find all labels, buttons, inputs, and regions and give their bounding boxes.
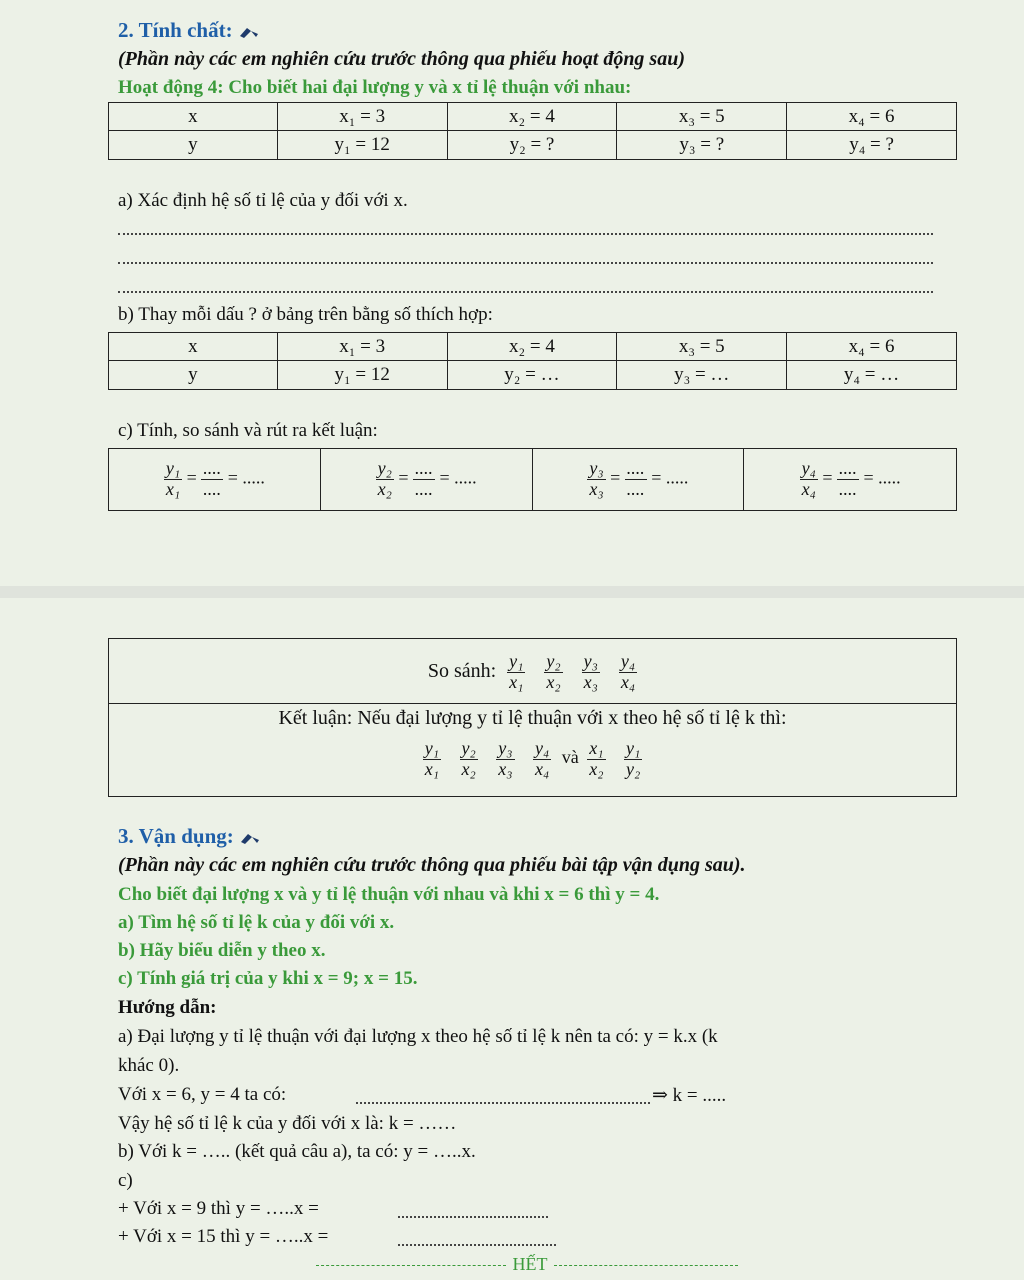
cell-y-label: y <box>109 131 278 160</box>
pencil-icon <box>239 831 261 845</box>
guide-a-line3-post: ⇒ k = ..... <box>652 1085 727 1106</box>
ratio-fraction: $\frac{\text{y₁}}{\text{x₁}}$ <box>165 458 181 499</box>
ratio-result: = ..... <box>439 467 477 488</box>
blank-fraction: $\frac{....}{....}$ <box>415 458 433 499</box>
conclusion-fraction: $\frac{\text{y₁}}{\text{y₂}}$ <box>626 738 641 779</box>
compare-fraction: $\frac{\text{y₄}}{\text{x₄}}$ <box>620 651 636 692</box>
end-divider <box>554 1265 738 1266</box>
cell-y-label: y <box>109 361 278 390</box>
compare-fraction: $\frac{\text{y₂}}{\text{x₂}}$ <box>546 651 561 692</box>
cell-x1: x₁ = 3 <box>277 333 447 361</box>
compare-box <box>108 638 957 797</box>
question-b: b) Thay mỗi dấu ? ở bảng trên bằng số thích hợp: <box>118 304 493 325</box>
cell-x-label: x <box>109 333 278 361</box>
table-row-y <box>109 131 957 160</box>
ratio-cell-2[interactable] <box>320 449 532 511</box>
guide-c2: + Với x = 15 thì y = …..x = <box>118 1226 329 1247</box>
table-row-x <box>109 103 957 131</box>
problem-a: a) Tìm hệ số tỉ lệ k của y đối với x. <box>118 912 395 933</box>
conclusion-text: Kết luận: Nếu đại lượng y tỉ lệ thuận với x theo hệ số tỉ lệ k thì: <box>278 707 787 729</box>
cell-x2: x₂ = 4 <box>447 103 617 131</box>
blank-fraction: $\frac{....}{....}$ <box>203 458 222 499</box>
problem-c: c) Tính giá trị của y khi x = 9; x = 15. <box>118 968 418 989</box>
guide-b: b) Với k = ….. (kết quả câu a), ta có: y = …..x. <box>118 1141 476 1162</box>
conclusion-fractions <box>109 739 956 780</box>
equals-sign: = <box>186 467 197 488</box>
activity-title: Hoạt động 4: Cho biết hai đại lượng y và x tỉ lệ thuận với nhau: <box>118 77 632 98</box>
cell-x3: x₃ = 5 <box>617 103 787 131</box>
ratio-fraction: $\frac{\text{y₃}}{\text{x₃}}$ <box>589 458 604 499</box>
page-separator <box>0 586 1024 598</box>
answer-line[interactable] <box>398 1244 556 1246</box>
ratio-result: = ..... <box>651 467 689 488</box>
answer-line[interactable] <box>398 1216 548 1218</box>
blank-fraction: $\frac{....}{....}$ <box>839 458 857 499</box>
cell-x2: x₂ = 4 <box>447 333 617 361</box>
question-c: c) Tính, so sánh và rút ra kết luận: <box>118 420 378 441</box>
cell-y2[interactable]: y₂ = … <box>447 361 617 390</box>
conclusion-fraction: $\frac{\text{y₃}}{\text{x₃}}$ <box>498 738 513 779</box>
ratio-fraction: $\frac{\text{y₄}}{\text{x₄}}$ <box>801 458 816 499</box>
conclusion-fraction: $\frac{\text{y₁}}{\text{x₁}}$ <box>424 738 439 779</box>
end-divider <box>316 1265 506 1266</box>
pencil-icon <box>238 25 260 39</box>
ratio-result: = ..... <box>227 467 265 488</box>
end-marker <box>316 1254 738 1278</box>
table-xy-2 <box>108 332 957 390</box>
cell-y3: y₃ = ? <box>617 131 787 160</box>
ratio-cell-3[interactable] <box>532 449 744 511</box>
guide-c1: + Với x = 9 thì y = …..x = <box>118 1198 319 1219</box>
problem-b: b) Hãy biểu diễn y theo x. <box>118 940 326 961</box>
conclusion-fraction: $\frac{\text{y₄}}{\text{x₄}}$ <box>535 738 550 779</box>
table-xy-1 <box>108 102 957 160</box>
compare-fraction: $\frac{\text{y₁}}{\text{x₁}}$ <box>509 651 524 692</box>
ratio-fraction: $\frac{\text{y₂}}{\text{x₂}}$ <box>377 458 392 499</box>
answer-line[interactable] <box>356 1102 650 1104</box>
equals-sign: = <box>398 467 409 488</box>
cell-x4: x₄ = 6 <box>787 333 957 361</box>
and-word: và <box>561 747 579 768</box>
answer-line[interactable] <box>118 291 933 293</box>
guide-a-line2: khác 0). <box>118 1055 180 1076</box>
guide-a-line4: Vậy hệ số tỉ lệ k của y đối với x là: k = …… <box>118 1113 457 1134</box>
equals-sign: = <box>610 467 621 488</box>
table-row-y <box>109 361 957 390</box>
question-a: a) Xác định hệ số tỉ lệ của y đối với x. <box>118 190 408 211</box>
section3-intro: (Phần này các em nghiên cứu trước thông qua phiếu bài tập vận dụng sau). <box>118 854 746 876</box>
guide-a-line3-pre: Với x = 6, y = 4 ta có: <box>118 1084 287 1105</box>
ratio-table <box>108 448 957 511</box>
answer-line[interactable] <box>118 262 933 264</box>
section2-heading <box>118 18 260 43</box>
ratio-cell-1[interactable] <box>109 449 321 511</box>
section2-title: 2. Tính chất: <box>118 18 233 42</box>
end-label: HẾT <box>512 1254 548 1274</box>
cell-y1[interactable]: y₁ = 12 <box>277 361 447 390</box>
answer-line[interactable] <box>118 233 933 235</box>
ratio-row <box>109 449 957 511</box>
section2-intro: (Phần này các em nghiên cứu trước thông qua phiếu hoạt động sau) <box>118 48 686 70</box>
cell-x1: x₁ = 3 <box>277 103 447 131</box>
section3-heading <box>118 824 261 849</box>
ratio-cell-4[interactable] <box>744 449 957 511</box>
cell-y4: y₄ = ? <box>787 131 957 160</box>
table-row-x <box>109 333 957 361</box>
conclusion-fraction: $\frac{\text{y₂}}{\text{x₂}}$ <box>461 738 476 779</box>
cell-x4: x₄ = 6 <box>787 103 957 131</box>
ratio-result: = ..... <box>863 467 901 488</box>
cell-y4[interactable]: y₄ = … <box>787 361 957 390</box>
cell-y3[interactable]: y₃ = … <box>617 361 787 390</box>
cell-y2: y₂ = ? <box>447 131 617 160</box>
compare-row <box>109 639 956 704</box>
worksheet-page-1 <box>0 0 1024 586</box>
guide-c: c) <box>118 1170 133 1191</box>
guide-title: Hướng dẫn: <box>118 997 217 1018</box>
conclusion-fraction: $\frac{\text{x₁}}{\text{x₂}}$ <box>589 738 604 779</box>
compare-fraction: $\frac{\text{y₃}}{\text{x₃}}$ <box>583 651 598 692</box>
blank-fraction: $\frac{....}{....}$ <box>626 458 645 499</box>
cell-x-label: x <box>109 103 278 131</box>
cell-x3: x₃ = 5 <box>617 333 787 361</box>
guide-a-line1: a) Đại lượng y tỉ lệ thuận với đại lượng x theo hệ số tỉ lệ k nên ta có: y = k.x (k <box>118 1026 718 1047</box>
worksheet-page-2 <box>0 598 1024 1280</box>
problem-given: Cho biết đại lượng x và y tỉ lệ thuận với nhau và khi x = 6 thì y = 4. <box>118 884 660 905</box>
cell-y1: y₁ = 12 <box>277 131 447 160</box>
section3-title: 3. Vận dụng: <box>118 824 234 848</box>
compare-label: So sánh: <box>427 660 497 682</box>
equals-sign: = <box>822 467 833 488</box>
